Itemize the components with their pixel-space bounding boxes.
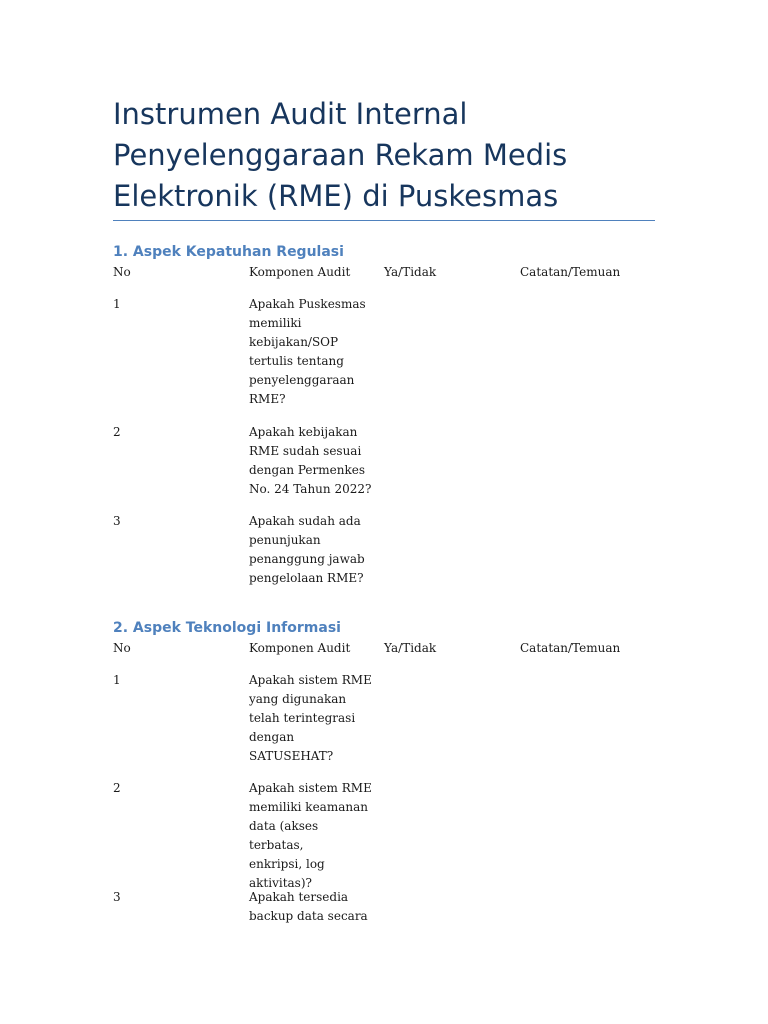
row-component: Apakah Puskesmas memiliki kebijakan/SOP tertulis tentang penyelenggaraan RME?	[249, 297, 366, 406]
row-component: Apakah sistem RME memiliki keamanan data (akses terbatas, enkripsi, log aktivitas)?	[249, 781, 372, 890]
title-line-2: Penyelenggaraan Rekam Medis	[113, 138, 568, 172]
row-component: Apakah sistem RME yang digunakan telah terintegrasi dengan SATUSEHAT?	[249, 673, 372, 763]
header-component: Komponen Audit	[249, 641, 351, 655]
table-header-row	[113, 639, 673, 671]
header-component: Komponen Audit	[249, 265, 351, 279]
header-notes: Catatan/Temuan	[520, 265, 621, 279]
title-underline	[113, 220, 655, 221]
table-header-row	[113, 263, 673, 295]
row-number: 1	[113, 297, 121, 311]
row-number: 3	[113, 514, 121, 528]
row-component: Apakah tersedia backup data secara	[249, 890, 368, 923]
row-number: 2	[113, 781, 121, 795]
header-no: No	[113, 641, 131, 655]
document-title	[113, 94, 673, 217]
table-row	[113, 512, 673, 602]
section-information-technology	[113, 617, 673, 928]
header-yes-no: Ya/Tidak	[384, 265, 437, 279]
row-component: Apakah kebijakan RME sudah sesuai dengan Permenkes No. 24 Tahun 2022?	[249, 425, 372, 496]
section-heading: 1. Aspek Kepatuhan Regulasi	[113, 244, 344, 260]
table-row	[113, 671, 673, 779]
header-yes-no: Ya/Tidak	[384, 641, 437, 655]
title-line-1: Instrumen Audit Internal	[113, 97, 468, 131]
row-number: 2	[113, 425, 121, 439]
header-notes: Catatan/Temuan	[520, 641, 621, 655]
row-number: 1	[113, 673, 121, 687]
section-regulatory-compliance	[113, 241, 673, 602]
title-line-3: Elektronik (RME) di Puskesmas	[113, 179, 559, 213]
table-row	[113, 295, 673, 423]
row-number: 3	[113, 890, 121, 904]
table-row	[113, 423, 673, 512]
table-row	[113, 779, 673, 888]
section-heading: 2. Aspek Teknologi Informasi	[113, 620, 341, 636]
header-no: No	[113, 265, 131, 279]
row-component: Apakah sudah ada penunjukan penanggung jawab pengelolaan RME?	[249, 514, 365, 585]
table-row	[113, 888, 673, 928]
